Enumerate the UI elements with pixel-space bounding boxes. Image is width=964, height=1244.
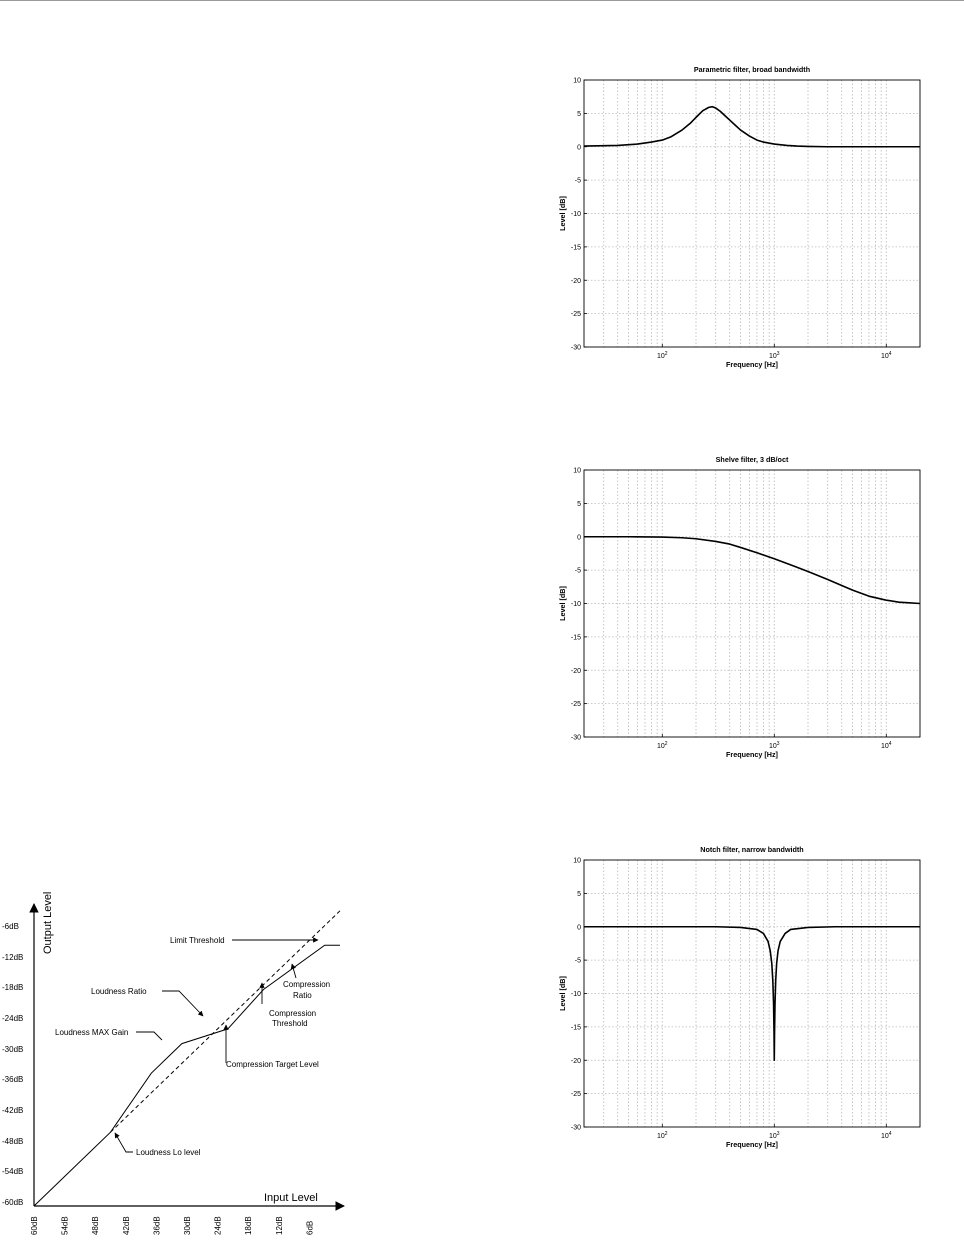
y-tick-label: -25 [570, 311, 581, 319]
x-tick-label [769, 1131, 780, 1140]
annotation-label: Loudness Lo level [136, 1148, 201, 1157]
y-tick-label: -54dB [2, 1167, 24, 1176]
y-tick-label: -20 [570, 1057, 581, 1065]
chart-svg [550, 58, 928, 438]
annotation-label [283, 980, 330, 1000]
y-tick-label: -42dB [2, 1106, 24, 1115]
annotation-line: Ratio [293, 991, 312, 1000]
y-tick-label: 0 [577, 144, 581, 152]
y-tick-label: 10 [573, 467, 581, 475]
x-tick-exponent: 2 [664, 741, 668, 747]
annotation-leader [136, 1032, 162, 1040]
y-tick-label: -20 [570, 667, 581, 675]
annotation-label: Limit Threshold [170, 936, 225, 945]
series-line [584, 107, 920, 147]
x-tick-base: 10 [656, 353, 665, 360]
x-tick-exponent: 4 [888, 351, 892, 357]
x-tick-base: 10 [880, 1133, 889, 1140]
x-tick-label [881, 1131, 892, 1140]
top-rule [0, 0, 964, 1]
parametric-filter-chart [550, 58, 928, 438]
annotation-line: Threshold [272, 1019, 308, 1028]
x-tick-label: 54dB [60, 1216, 70, 1235]
notch-filter-chart [550, 838, 928, 1218]
y-tick-label: 0 [577, 534, 581, 542]
x-tick-label: 30dB [183, 1216, 192, 1235]
x-tick-exponent: 2 [664, 1131, 668, 1137]
annotation-leader [162, 991, 203, 1016]
y-tick-label: -30 [570, 344, 581, 352]
chart-title: Shelve filter, 3 dB/oct [715, 455, 789, 464]
y-tick-label: -30dB [2, 1045, 24, 1054]
grid [584, 860, 920, 1127]
y-tick-label: -15 [570, 244, 581, 252]
y-tick-label: -60dB [2, 1198, 24, 1207]
x-tick-base: 10 [656, 1133, 665, 1140]
x-tick-base: 10 [880, 743, 889, 750]
chart-svg [550, 838, 928, 1218]
output-level-label: Output Level [42, 891, 54, 954]
x-tick-base: 10 [880, 353, 889, 360]
y-tick-label: -30 [570, 1124, 581, 1132]
x-tick-label [657, 741, 668, 750]
x-tick-label: 18dB [244, 1216, 254, 1235]
x-tick-label [657, 351, 668, 360]
compression-svg [0, 890, 350, 1239]
y-tick-label: -6dB [2, 922, 19, 931]
y-tick-label: -36dB [2, 1075, 24, 1084]
y-axis-label: Level [dB] [558, 976, 567, 1011]
x-axis-label: Frequency [Hz] [726, 360, 778, 369]
y-tick-label: -15 [570, 1024, 581, 1032]
x-tick-base: 10 [768, 353, 777, 360]
y-tick-label: -20 [570, 277, 581, 285]
y-tick-label: -10 [570, 991, 581, 998]
grid [584, 470, 920, 737]
y-tick-label: -12dB [2, 953, 24, 962]
shelve-filter-chart [550, 448, 928, 828]
compression-diagram [0, 890, 350, 1239]
y-tick-label: -24dB [2, 1014, 24, 1023]
y-tick-label: -25 [570, 1091, 581, 1099]
input-level-label: Input Level [264, 1192, 318, 1204]
y-tick-label: 10 [573, 857, 581, 865]
annotation-leader [115, 1133, 133, 1152]
x-tick-label [769, 351, 780, 360]
x-tick-label: 6dB [305, 1220, 315, 1235]
y-axis-label: Level [dB] [558, 586, 567, 621]
chart-title: Notch filter, narrow bandwidth [700, 845, 804, 854]
annotation-line: Compression [283, 980, 331, 989]
y-tick-label: 5 [577, 500, 581, 508]
x-tick-label [881, 351, 892, 360]
chart-title: Parametric filter, broad bandwidth [693, 65, 811, 74]
y-tick-label: -5 [574, 177, 581, 185]
y-tick-label: -10 [570, 601, 581, 608]
chart-svg [550, 448, 928, 828]
y-tick-label: -30 [570, 734, 581, 742]
annotation-label: Loudness MAX Gain [55, 1028, 129, 1037]
y-tick-label: 0 [577, 924, 581, 932]
x-tick-exponent: 4 [888, 1131, 892, 1137]
y-axis-label: Level [dB] [558, 196, 567, 231]
x-tick-base: 10 [768, 1133, 777, 1140]
x-tick-exponent: 4 [888, 741, 892, 747]
y-tick-label: -5 [574, 567, 581, 575]
y-tick-label: -48dB [2, 1137, 24, 1146]
x-tick-label: 36dB [152, 1216, 162, 1235]
x-tick-exponent: 2 [664, 351, 668, 357]
x-tick-label: 24dB [213, 1216, 223, 1235]
x-tick-label [657, 1131, 668, 1140]
x-tick-label: 42dB [121, 1216, 131, 1235]
y-tick-label: 10 [573, 77, 581, 85]
y-tick-label: -15 [570, 634, 581, 642]
x-tick-label [769, 741, 780, 750]
y-tick-label: 5 [577, 890, 581, 898]
y-tick-label: -25 [570, 701, 581, 709]
y-tick-label: -5 [574, 957, 581, 965]
annotation-label: Compression Target Level [226, 1060, 319, 1069]
x-axis-label: Frequency [Hz] [726, 750, 778, 759]
x-tick-exponent: 3 [776, 741, 780, 747]
y-tick-label: -10 [570, 211, 581, 218]
x-tick-exponent: 3 [776, 351, 780, 357]
annotation-label: Loudness Ratio [91, 987, 147, 996]
x-tick-label: 60dB [30, 1216, 39, 1235]
x-axis-label: Frequency [Hz] [726, 1140, 778, 1149]
x-tick-exponent: 3 [776, 1131, 780, 1137]
y-tick-label: -18dB [2, 983, 24, 992]
y-tick-label: 5 [577, 110, 581, 118]
x-tick-label: 48dB [91, 1216, 101, 1235]
x-tick-label: 12dB [274, 1216, 284, 1235]
x-tick-label [881, 741, 892, 750]
x-tick-base: 10 [656, 743, 665, 750]
annotation-label [269, 1009, 316, 1028]
grid [584, 80, 920, 347]
annotation-line: Compression [269, 1009, 317, 1018]
x-tick-base: 10 [768, 743, 777, 750]
